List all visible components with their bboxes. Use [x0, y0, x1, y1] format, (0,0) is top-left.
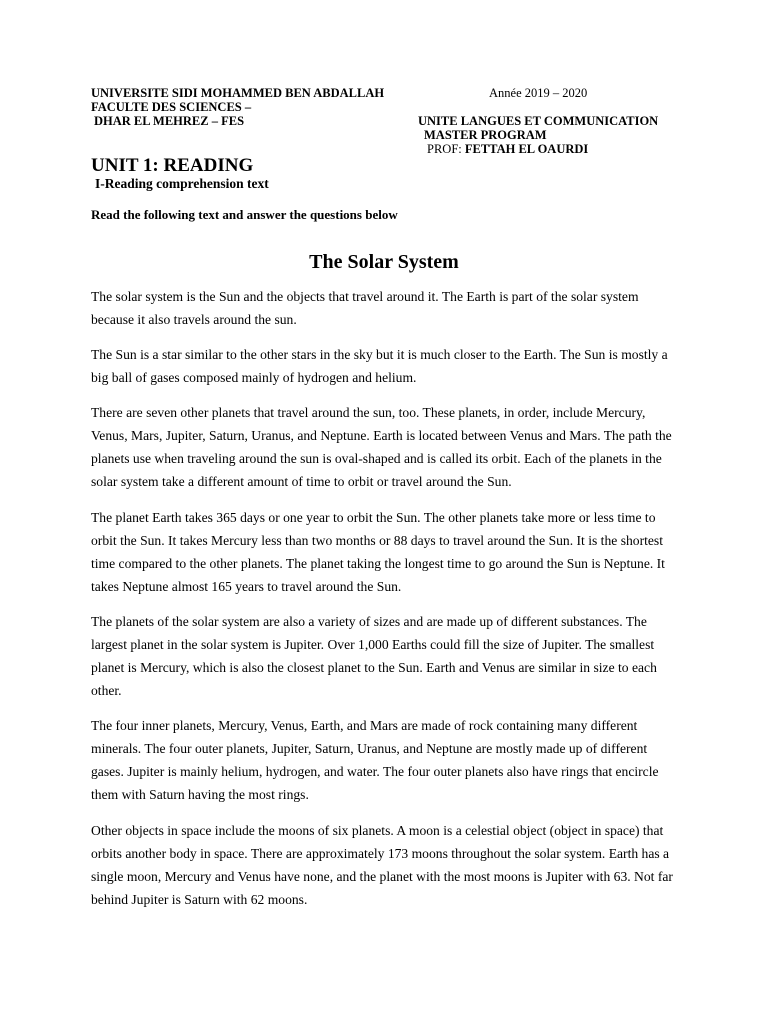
paragraph: The planet Earth takes 365 days or one year to orbit the Sun. The other planets take more or less time to orbit the Sun. It takes Mercury less than two months or 88 days to travel around the Sun. It is the shortest time compared to the other planets. The planet taking the longest time to go around the Sun is Neptune. It takes Neptune almost 165 years to travel around the Sun.	[91, 510, 665, 594]
paragraph: The Sun is a star similar to the other stars in the sky but it is much closer to the Earth. The Sun is mostly a big ball of gases composed mainly of hydrogen and helium.	[91, 347, 668, 385]
professor-prefix: PROF:	[427, 142, 462, 156]
paragraph: The planets of the solar system are also a variety of sizes and are made up of different substances. The largest planet in the solar system is Jupiter. Over 1,000 Earths could fill the size of Jupiter. The smallest planet is Mercury, which is also the closest planet to the Sun. Earth and Venus are similar in size to each other.	[91, 614, 657, 698]
campus-name: DHAR EL MEHREZ – FES	[94, 114, 245, 128]
academic-year: Année 2019 – 2020	[489, 86, 588, 100]
professor-line	[427, 142, 588, 156]
unit-title: UNIT 1: READING	[91, 155, 254, 176]
unit-subtitle: I-Reading comprehension text	[95, 176, 269, 191]
professor-name: FETTAH EL OAURDI	[464, 142, 589, 156]
paragraph: Other objects in space include the moons of six planets. A moon is a celestial object (object in space) that orbits another body in space. There are approximately 173 moons throughout the solar system. Earth has a single moon, Mercury and Venus have none, and the planet with the most moons is Jupiter with 63. Not far behind Jupiter is Saturn with 62 moons.	[91, 823, 673, 907]
instruction-text: Read the following text and answer the questions below	[91, 207, 398, 222]
paragraph: The solar system is the Sun and the objects that travel around it. The Earth is part of the solar system because it also travels around the sun.	[91, 289, 639, 327]
faculty-name: FACULTE DES SCIENCES –	[91, 100, 252, 114]
university-name: UNIVERSITE SIDI MOHAMMED BEN ABDALLAH	[91, 86, 385, 100]
document-title: The Solar System	[309, 251, 459, 273]
program-name: MASTER PROGRAM	[424, 128, 547, 142]
paragraph: The four inner planets, Mercury, Venus, Earth, and Mars are made of rock containing many different minerals. The four outer planets, Jupiter, Saturn, Uranus, and Neptune are mostly made up of different gases. Jupiter is mainly helium, hydrogen, and water. The four outer planets also have rings that encircle them with Saturn having the most rings.	[91, 718, 659, 802]
unit-department: UNITE LANGUES ET COMMUNICATION	[418, 114, 659, 128]
paragraph: There are seven other planets that travel around the sun, too. These planets, in order, include Mercury, Venus, Mars, Jupiter, Saturn, Uranus, and Neptune. Earth is located between Venus and Mars. The path the planets use when traveling around the sun is oval-shaped and is called its orbit. Each of the planets in the solar system take a different amount of time to orbit or travel around the Sun.	[91, 405, 672, 489]
